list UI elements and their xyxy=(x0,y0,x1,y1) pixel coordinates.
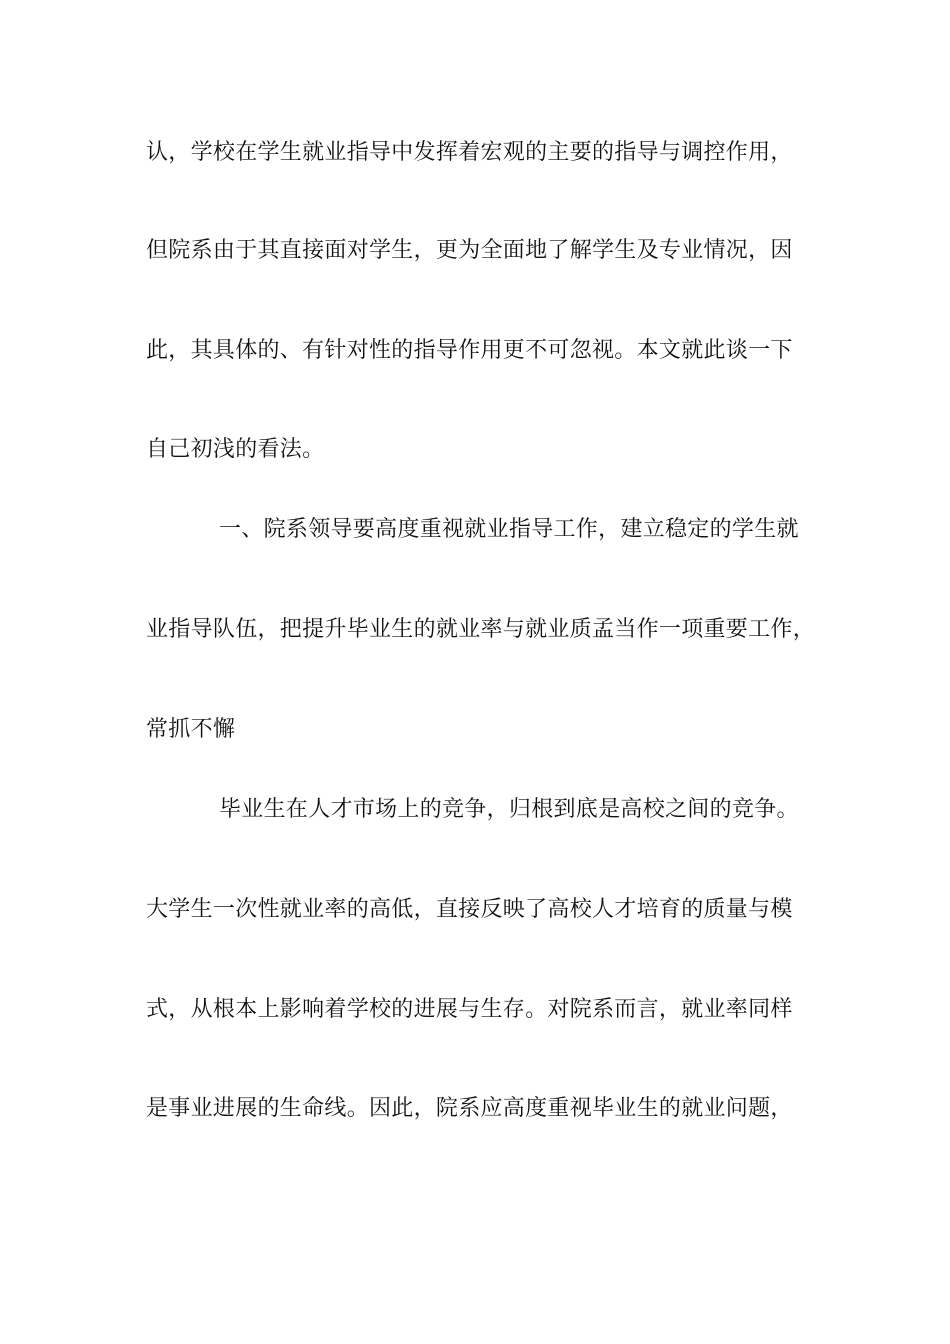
paragraph-line: 但院系由于其直接面对学生，更为全面地了解学生及专业情况，因 xyxy=(146,238,793,263)
paragraph-line: 此，其具体的、有针对性的指导作用更不可忽视。本文就此谈一下 xyxy=(146,338,793,363)
paragraph-line: 认，学校在学生就业指导中发挥着宏观的主要的指导与调控作用， xyxy=(146,140,793,165)
paragraph-line: 毕业生在人才市场上的竞争，归根到底是高校之间的竞争。 xyxy=(219,797,799,822)
section-heading-line: 常抓不懈 xyxy=(146,717,236,742)
paragraph-line: 自己初浅的看法。 xyxy=(146,437,325,462)
paragraph-line: 是事业进展的生命线。因此，院系应高度重视毕业生的就业问题， xyxy=(146,1096,793,1121)
section-heading-line: 一、院系领导要高度重视就业指导工作，建立稳定的学生就 xyxy=(219,517,799,542)
paragraph-line: 式，从根本上影响着学校的进展与生存。对院系而言，就业率同样 xyxy=(146,997,793,1022)
paragraph-line: 大学生一次性就业率的高低，直接反映了高校人才培育的质量与模 xyxy=(146,897,793,922)
section-heading-line: 业指导队伍，把提升毕业生的就业率与就业质孟当作一项重要工作， xyxy=(146,617,816,642)
